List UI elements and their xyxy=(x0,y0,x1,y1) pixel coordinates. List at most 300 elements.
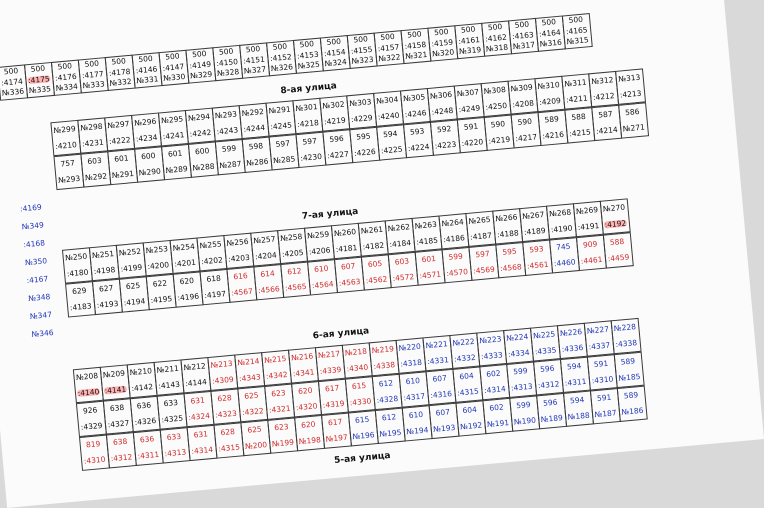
lot-cell-text: 819 xyxy=(85,438,101,450)
lot-cell-text: :4314 xyxy=(483,383,507,395)
lot-cell-text: №325 xyxy=(297,60,321,72)
lot-cell xyxy=(537,109,568,145)
lot-cell xyxy=(212,44,243,80)
lot-cell-text: 610 xyxy=(405,375,421,386)
lot-cell-text: №291 xyxy=(111,168,135,180)
lot-cell-text: 602 xyxy=(488,402,505,413)
lot-cell xyxy=(172,271,203,307)
lot-cell-text: №294 xyxy=(187,111,211,123)
lot-cell-text: :4143 xyxy=(157,379,181,391)
lot-cell xyxy=(303,225,334,261)
lot-cell-text: №332 xyxy=(109,77,132,89)
lot-cell xyxy=(158,49,189,85)
lot-cell-text: 601 xyxy=(113,153,129,164)
edge-label: №346 xyxy=(31,327,54,339)
lot-cell-text: :4203 xyxy=(227,252,251,264)
lot-cell-text: 500 xyxy=(487,22,503,33)
lot-cell-text: :4178 xyxy=(108,66,131,78)
lot-cell xyxy=(320,412,351,448)
lot-cell xyxy=(239,42,270,78)
lot-cell-text: :4192 xyxy=(604,218,627,230)
lot-cell xyxy=(371,373,402,409)
lot-cell-text: №304 xyxy=(375,94,399,106)
lot-cell-text: :4219 xyxy=(488,134,511,146)
lot-cell xyxy=(614,68,645,104)
lot-cell xyxy=(536,392,567,428)
street-7-label: 7-ая улица xyxy=(301,206,359,222)
lot-cell-text: :4187 xyxy=(469,230,493,242)
lot-cell-text: :4332 xyxy=(453,352,477,364)
lot-cell xyxy=(319,35,350,71)
lot-cell-text: 590 xyxy=(490,118,506,130)
lot-cell-text: 589 xyxy=(623,389,639,401)
lot-cell-text: :4204 xyxy=(254,250,278,262)
lot-cell xyxy=(134,146,165,182)
lot-cell xyxy=(253,264,284,300)
lot-cell xyxy=(534,75,565,111)
lot-cell xyxy=(481,20,512,56)
lot-cell-text: 600 xyxy=(194,145,210,157)
lot-cell-text: №200 xyxy=(244,439,268,451)
lot-cell-text: 500 xyxy=(84,58,100,70)
lot-cell-text: 596 xyxy=(539,363,555,374)
lot-cell xyxy=(559,356,590,392)
lot-cell-text: №228 xyxy=(613,321,637,333)
lot-cell xyxy=(529,325,560,361)
lot-cell-text: №191 xyxy=(486,417,510,429)
lot-cell xyxy=(186,424,217,460)
lot-cell xyxy=(142,239,173,275)
lot-cell xyxy=(398,371,429,407)
lot-cell-text: №293 xyxy=(214,109,238,121)
lot-cell-text: :4154 xyxy=(323,47,346,58)
lot-cell xyxy=(588,70,619,106)
lot-cell-text: 594 xyxy=(569,394,585,406)
lot-cell xyxy=(482,397,513,433)
lot-cell-text: :4140 xyxy=(77,386,100,398)
lot-cell xyxy=(591,104,622,140)
lot-cell-text: 599 xyxy=(512,365,528,377)
lot-cell-text: :4333 xyxy=(480,350,503,362)
lot-cell-text: 500 xyxy=(514,19,530,30)
lot-cell-text: :4225 xyxy=(380,144,403,156)
lot-cell xyxy=(210,388,241,424)
lot-cell-text: 636 xyxy=(136,400,152,411)
lot-cell-text: №302 xyxy=(322,99,345,111)
lot-cell xyxy=(564,107,595,143)
lot-cell-text: :4151 xyxy=(242,54,266,66)
lot-cell-text: №268 xyxy=(548,207,572,219)
lot-cell xyxy=(131,52,162,88)
lot-cell-text: :4243 xyxy=(216,125,239,137)
lot-cell xyxy=(483,114,514,150)
lot-cell-text: 500 xyxy=(326,36,342,48)
lot-cell-text: №210 xyxy=(129,365,153,377)
lot-cell-text: :4194 xyxy=(123,296,146,308)
lot-cell-text: 615 xyxy=(351,380,367,391)
lot-cell-text: :4223 xyxy=(434,139,457,151)
lot-cell-text: 500 xyxy=(568,14,584,26)
lot-cell-text: :4200 xyxy=(147,259,170,271)
lot-cell-text: :4570 xyxy=(445,266,469,278)
lot-cell-text: №211 xyxy=(156,363,180,375)
lot-cell-text: №199 xyxy=(271,437,295,449)
lot-cell-text: 617 xyxy=(324,383,340,394)
lot-cell-text: :4165 xyxy=(565,25,588,36)
lot-cell xyxy=(376,124,407,160)
lot-cell-text: :4325 xyxy=(161,413,184,425)
lot-cell xyxy=(317,378,348,414)
lot-cell xyxy=(234,352,265,388)
lot-cell-text: 612 xyxy=(378,378,394,389)
lot-cell xyxy=(384,217,415,253)
lot-cell xyxy=(78,434,109,470)
lot-cell-text: №223 xyxy=(478,334,502,346)
lot-cell-text: 500 xyxy=(191,49,207,60)
lot-cell-text: №186 xyxy=(621,405,644,417)
lot-cell-text: :4460 xyxy=(553,257,576,269)
lot-cell xyxy=(422,335,453,371)
lot-cell xyxy=(346,32,377,68)
lot-cell-text: :4310 xyxy=(591,374,614,386)
lot-cell-text: №270 xyxy=(602,202,626,214)
lot-cell-text: :4313 xyxy=(164,447,187,459)
lot-cell-text: 591 xyxy=(463,121,479,132)
lot-cell-text: 594 xyxy=(566,361,582,372)
lot-cell-text: :4184 xyxy=(389,237,412,249)
edge-label: :4168 xyxy=(22,238,46,250)
lot-cell-text: :4216 xyxy=(541,129,565,141)
lot-cell xyxy=(519,205,550,241)
lot-cell-text: №311 xyxy=(564,77,587,89)
lot-cell xyxy=(115,242,146,278)
lot-cell-text: №292 xyxy=(241,106,265,118)
lot-cell-text: 603 xyxy=(394,256,410,267)
lot-cell-text: №192 xyxy=(459,420,483,432)
lot-cell-text: :4181 xyxy=(335,242,358,254)
lot-cell xyxy=(214,139,245,175)
lot-cell-text: №226 xyxy=(559,326,583,338)
lot-cell xyxy=(562,390,593,426)
lot-cell-text: №213 xyxy=(210,358,233,370)
lot-cell-text: №250 xyxy=(64,251,88,263)
lot-cell-text: 500 xyxy=(218,46,234,57)
lot-cell-text: №303 xyxy=(348,96,372,108)
lot-cell-text: 616 xyxy=(233,270,249,282)
lot-cell-text: 500 xyxy=(433,27,449,38)
lot-cell-text: :4183 xyxy=(69,301,92,313)
lot-cell-text: №295 xyxy=(160,114,184,126)
lot-cell-text: :4568 xyxy=(499,261,523,273)
lot-cell xyxy=(468,244,499,280)
lot-cell-text: :4321 xyxy=(268,403,291,415)
lot-cell-text: №288 xyxy=(192,161,215,173)
lot-cell xyxy=(441,246,472,282)
lot-cell-text: №189 xyxy=(540,412,564,424)
lot-cell-text: №335 xyxy=(28,84,52,96)
lot-cell-text: №328 xyxy=(216,67,240,79)
lot-cell-text: 500 xyxy=(272,41,288,52)
lot-cell-text: №256 xyxy=(226,236,249,248)
lot-cell xyxy=(613,351,644,387)
lot-cell-text: 926 xyxy=(82,405,98,416)
lot-cell-text: :4331 xyxy=(426,354,450,366)
lot-cell-text: :4214 xyxy=(595,124,619,136)
lot-cell-text: 617 xyxy=(327,416,343,428)
lot-cell xyxy=(510,112,541,148)
lot-cell-text: :4329 xyxy=(80,420,103,432)
lot-cell-text: 595 xyxy=(355,131,371,142)
lot-cell-text: 607 xyxy=(435,407,451,418)
lot-cell xyxy=(213,422,244,458)
lot-cell xyxy=(373,30,404,66)
lot-cell-text: 607 xyxy=(340,261,356,272)
lot-cell-text: №220 xyxy=(398,341,422,353)
lot-cell-text: 500 xyxy=(57,61,73,72)
lot-cell-text: :4195 xyxy=(150,293,173,305)
lot-cell xyxy=(452,366,483,402)
lot-cell-text: :4234 xyxy=(135,132,158,144)
lot-cell xyxy=(374,407,405,443)
lot-cell-text: 500 xyxy=(379,31,396,43)
lot-cell xyxy=(50,119,81,155)
lot-cell xyxy=(507,17,538,53)
lot-cell-text: :4248 xyxy=(431,105,454,117)
lot-cell-text: :4567 xyxy=(230,286,254,298)
lot-cell-text: 610 xyxy=(313,263,329,274)
lot-cell-text: :4212 xyxy=(592,90,615,102)
lot-cell xyxy=(104,54,135,90)
lot-cell xyxy=(414,249,445,285)
lot-cell-text: №266 xyxy=(494,212,518,224)
lot-cell-text: №254 xyxy=(172,241,196,253)
lot-cell-text: 599 xyxy=(515,399,531,411)
lot-cell-text: 596 xyxy=(542,397,558,408)
lot-cell-text: 599 xyxy=(221,143,237,154)
lot-cell xyxy=(265,39,296,75)
lot-cell xyxy=(479,363,510,399)
lot-cell-text: 638 xyxy=(112,436,128,447)
lot-cell-text: :4334 xyxy=(507,347,530,359)
lot-cell-text: 757 xyxy=(60,158,76,169)
lot-cell-text: :4155 xyxy=(350,44,373,56)
lot-cell-text: :4199 xyxy=(120,262,143,274)
lot-cell-text: :4326 xyxy=(134,415,157,427)
lot-cell-text: :4153 xyxy=(296,49,319,61)
lot-cell xyxy=(226,266,257,302)
lot-cell-text: 631 xyxy=(193,429,209,440)
lot-cell-text: №227 xyxy=(586,324,610,336)
lot-cell-text: №259 xyxy=(306,229,330,241)
lot-cell xyxy=(118,276,149,312)
street-5-label: 5-ая улица xyxy=(333,450,391,467)
lot-cell-text: 603 xyxy=(86,155,103,166)
lot-cell xyxy=(532,359,563,395)
lot-cell-text: 595 xyxy=(501,246,517,257)
lot-cell-text: 638 xyxy=(109,402,125,413)
lot-cell-text: 610 xyxy=(408,409,424,420)
lot-cell-text: №214 xyxy=(236,356,260,368)
lot-cell-text: :4152 xyxy=(269,51,293,63)
lot-cell xyxy=(211,105,242,141)
lot-cell xyxy=(506,361,537,397)
lot-cell-text: №212 xyxy=(183,361,207,373)
lot-cell xyxy=(156,393,187,429)
lot-cell-text: :4215 xyxy=(568,127,592,139)
lot-cell-text: :4323 xyxy=(214,408,238,420)
lot-cell-text: :4158 xyxy=(404,39,427,51)
lot-cell xyxy=(314,344,345,380)
lot-cell-text: №258 xyxy=(279,231,303,243)
lot-cell-text: 628 xyxy=(217,392,233,404)
lot-cell-text: :4319 xyxy=(322,398,345,410)
lot-cell-text: 593 xyxy=(528,243,544,255)
lot-cell xyxy=(72,366,103,402)
lot-cell-text: :4198 xyxy=(93,264,116,276)
lot-cell xyxy=(157,110,188,146)
lot-cell-text: :4208 xyxy=(511,98,535,110)
lot-cell xyxy=(53,153,84,189)
lot-cell xyxy=(344,376,375,412)
lot-cell xyxy=(169,237,200,273)
lot-cell-text: :4205 xyxy=(281,247,304,259)
lot-cell xyxy=(599,198,630,234)
lot-cell xyxy=(80,151,111,187)
lot-cell-text: :4337 xyxy=(588,340,611,352)
lot-cell xyxy=(400,27,431,63)
lot-cell-text: :4142 xyxy=(131,381,154,393)
lot-cell-text: №193 xyxy=(432,422,456,434)
lot-cell-text: :4182 xyxy=(362,240,385,252)
lot-cell-text: :4149 xyxy=(189,59,212,71)
lot-cell-text: №216 xyxy=(290,351,314,363)
lot-cell xyxy=(267,417,298,453)
lot-cell-text: 745 xyxy=(555,241,571,252)
lot-cell-text: 633 xyxy=(166,431,182,442)
lot-cell-text: :4328 xyxy=(376,393,399,405)
lot-cell xyxy=(268,134,299,170)
lot-cell-text: 500 xyxy=(460,24,476,35)
lot-cell-text: №196 xyxy=(352,430,375,441)
lot-cell-text: :4571 xyxy=(419,269,442,281)
lot-cell-text: :4161 xyxy=(457,34,481,46)
lot-cell xyxy=(265,100,296,136)
lot-cell-text: №187 xyxy=(594,408,617,419)
lot-cell xyxy=(238,102,269,138)
lot-cell-text: :4220 xyxy=(461,136,484,148)
lot-cell-text: :4196 xyxy=(177,291,200,303)
lot-cell-text: 625 xyxy=(243,390,259,401)
lot-cell xyxy=(480,80,511,116)
lot-cell xyxy=(129,395,160,431)
lot-cell xyxy=(428,402,459,438)
lot-cell xyxy=(196,235,227,271)
lot-cell xyxy=(453,83,484,119)
lot-cell-text: №334 xyxy=(55,82,79,94)
lot-cell xyxy=(426,85,457,121)
lot-cell xyxy=(77,117,108,153)
lot-cell-text: №331 xyxy=(136,74,159,86)
lot-cell-text: №324 xyxy=(324,57,348,69)
street-6-label: 6-ая улица xyxy=(312,326,370,342)
lot-cell xyxy=(507,78,538,114)
lot-cell xyxy=(401,405,432,441)
lot-cell xyxy=(427,25,458,61)
lot-cell-text: №190 xyxy=(513,415,537,427)
lot-cell xyxy=(561,13,592,49)
lot-cell-text: №318 xyxy=(485,42,509,54)
lot-cell-text: №219 xyxy=(371,343,395,355)
lot-cell xyxy=(105,432,136,468)
lot-cell xyxy=(50,59,81,95)
lot-cell xyxy=(465,210,496,246)
lot-cell-text: 593 xyxy=(409,126,425,137)
lot-cell-text: №307 xyxy=(456,87,480,99)
lot-cell-text: :4310 xyxy=(83,454,106,466)
lot-cell-text: 587 xyxy=(597,109,613,120)
lot-cell-text: :4213 xyxy=(619,88,642,100)
lot-cell-text: :4177 xyxy=(81,69,104,81)
lot-cell xyxy=(65,281,96,317)
lot-cell-text: :4313 xyxy=(510,381,533,393)
lot-cell xyxy=(411,215,442,251)
lot-cell-text: №225 xyxy=(532,329,556,341)
lot-cell xyxy=(586,354,617,390)
lot-cell-text: :4219 xyxy=(323,115,347,127)
lot-cell-text: :4230 xyxy=(299,151,323,163)
lot-cell-text: :4227 xyxy=(326,149,350,161)
lot-cell-text: 612 xyxy=(286,265,302,277)
lot-cell xyxy=(495,242,526,278)
lot-cell xyxy=(449,332,480,368)
lot-cell-text: №253 xyxy=(145,243,169,255)
lot-cell-text: :4565 xyxy=(284,281,307,293)
lot-cell xyxy=(610,317,641,353)
lot-cell-text: 500 xyxy=(30,63,46,74)
lot-cell-text: 605 xyxy=(367,258,383,269)
lot-cell xyxy=(616,385,647,421)
lot-cell xyxy=(23,62,54,98)
lot-cell-text: №208 xyxy=(75,370,99,382)
lot-cell xyxy=(549,237,580,273)
lot-cell xyxy=(104,114,135,150)
lot-cell-text: №252 xyxy=(118,246,142,258)
lot-cell xyxy=(425,368,456,404)
lot-cell-text: :4314 xyxy=(191,444,214,456)
lot-cell-text: №264 xyxy=(441,217,465,229)
lot-cell-text: :4146 xyxy=(135,64,158,76)
lot-cell-text: №330 xyxy=(162,72,186,84)
lot-cell-text: 602 xyxy=(485,368,501,379)
lot-cell-text: №320 xyxy=(431,47,455,59)
lot-cell xyxy=(387,251,418,287)
lot-cell xyxy=(503,327,534,363)
lot-cell-text: 909 xyxy=(582,239,598,250)
lot-cell-text: 614 xyxy=(259,268,275,279)
lot-cell xyxy=(102,398,133,434)
lot-cell xyxy=(368,339,399,375)
lot-cell-text: №315 xyxy=(566,35,590,47)
street-8-label: 8-ая улица xyxy=(280,81,338,97)
edge-label: №348 xyxy=(27,292,51,304)
lot-cell-text: :4144 xyxy=(184,377,208,388)
lot-cell-text: :4311 xyxy=(564,376,587,388)
lot-cell xyxy=(438,213,469,249)
lot-cell-text: 631 xyxy=(190,395,206,406)
lot-cell-text: :4241 xyxy=(162,130,185,141)
lot-cell xyxy=(184,107,215,143)
lot-cell-text: №215 xyxy=(263,353,287,365)
